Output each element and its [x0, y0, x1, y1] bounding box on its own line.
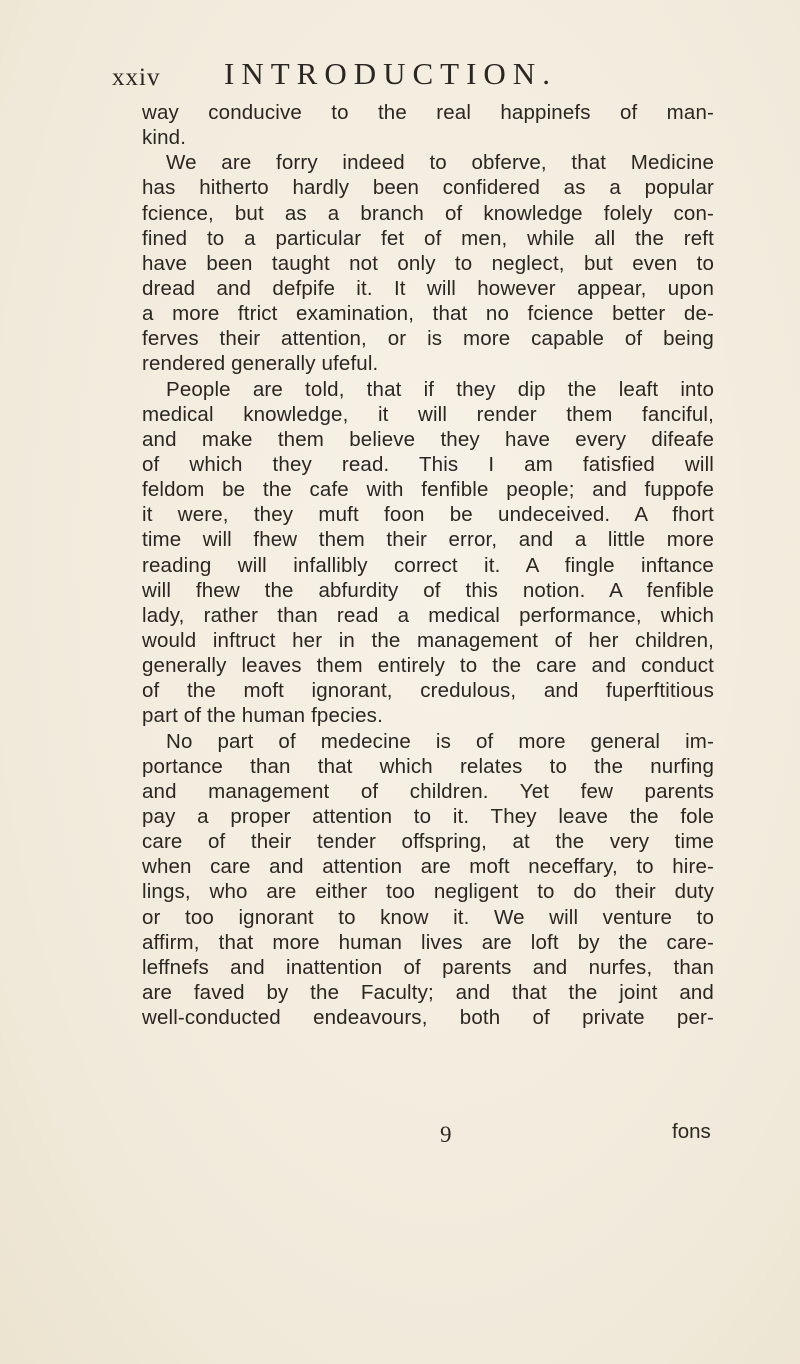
text-line: generally leaves them entirely to the care and conduct: [142, 654, 714, 678]
text-line: when care and attention are moft neceffary, to hire-: [142, 855, 714, 879]
text-line: ferves their attention, or is more capable of being: [142, 327, 714, 351]
text-line: pay a proper attention to it. They leave the fole: [142, 804, 714, 828]
text-line: lady, rather than read a medical performance, which: [142, 603, 714, 627]
text-line: reading will infallibly correct it. A fingle inftance: [142, 553, 714, 577]
signature-mark: 9: [440, 1122, 452, 1147]
page-header: [112, 56, 732, 96]
text-line: affirm, that more human lives are loft by the care-: [142, 930, 714, 954]
running-head: INTRODUCTION.: [224, 56, 557, 91]
body-text: [142, 100, 714, 1030]
text-line: fined to a particular fet of men, while all the reft: [142, 226, 714, 250]
text-line: lings, who are either too negligent to do their duty: [142, 880, 714, 904]
text-line: and management of children. Yet few parents: [142, 779, 714, 803]
text-line: leffnefs and inattention of parents and nurfes, than: [142, 955, 714, 979]
page-number: xxiv: [112, 64, 161, 91]
text-line: care of their tender offspring, at the very time: [142, 830, 714, 854]
text-line: People are told, that if they dip the leaft into: [166, 377, 714, 401]
text-line: are faved by the Faculty; and that the joint and: [142, 980, 714, 1004]
text-line: We are forry indeed to obferve, that Medicine: [166, 151, 714, 175]
text-line: time will fhew them their error, and a little more: [142, 528, 714, 552]
text-line: would inftruct her in the management of her children,: [142, 628, 714, 652]
text-line: rendered generally ufeful.: [142, 352, 379, 376]
text-line: part of the human fpecies.: [142, 704, 383, 728]
text-line: a more ftrict examination, that no fcience better de-: [142, 302, 714, 326]
text-line: medical knowledge, it will render them fanciful,: [142, 402, 714, 426]
text-line: No part of medecine is of more general im-: [166, 729, 714, 753]
text-line: portance than that which relates to the nurfing: [142, 754, 714, 778]
text-line: and make them believe they have every difeafe: [142, 427, 714, 451]
text-line: well-conducted endeavours, both of private per-: [142, 1006, 714, 1030]
text-line: way conducive to the real happinefs of man-: [142, 101, 714, 124]
text-line: feldom be the cafe with fenfible people; and fuppofe: [142, 478, 714, 502]
text-line: of the moft ignorant, credulous, and fuperftitious: [142, 679, 714, 703]
text-line: has hitherto hardly been confidered as a popular: [142, 176, 714, 200]
text-line: fcience, but as a branch of knowledge folely con-: [142, 201, 714, 225]
text-line: kind.: [142, 126, 187, 150]
text-line: have been taught not only to neglect, but even to: [142, 251, 714, 275]
text-line: dread and defpife it. It will however appear, upon: [142, 276, 714, 300]
text-line: will fhew the abfurdity of this notion. A fenfible: [142, 578, 714, 602]
text-line: of which they read. This I am fatisfied will: [142, 452, 714, 476]
catchword: fons: [672, 1120, 711, 1143]
text-line: it were, they muft foon be undeceived. A fhort: [142, 503, 714, 527]
text-line: or too ignorant to know it. We will venture to: [142, 905, 714, 929]
